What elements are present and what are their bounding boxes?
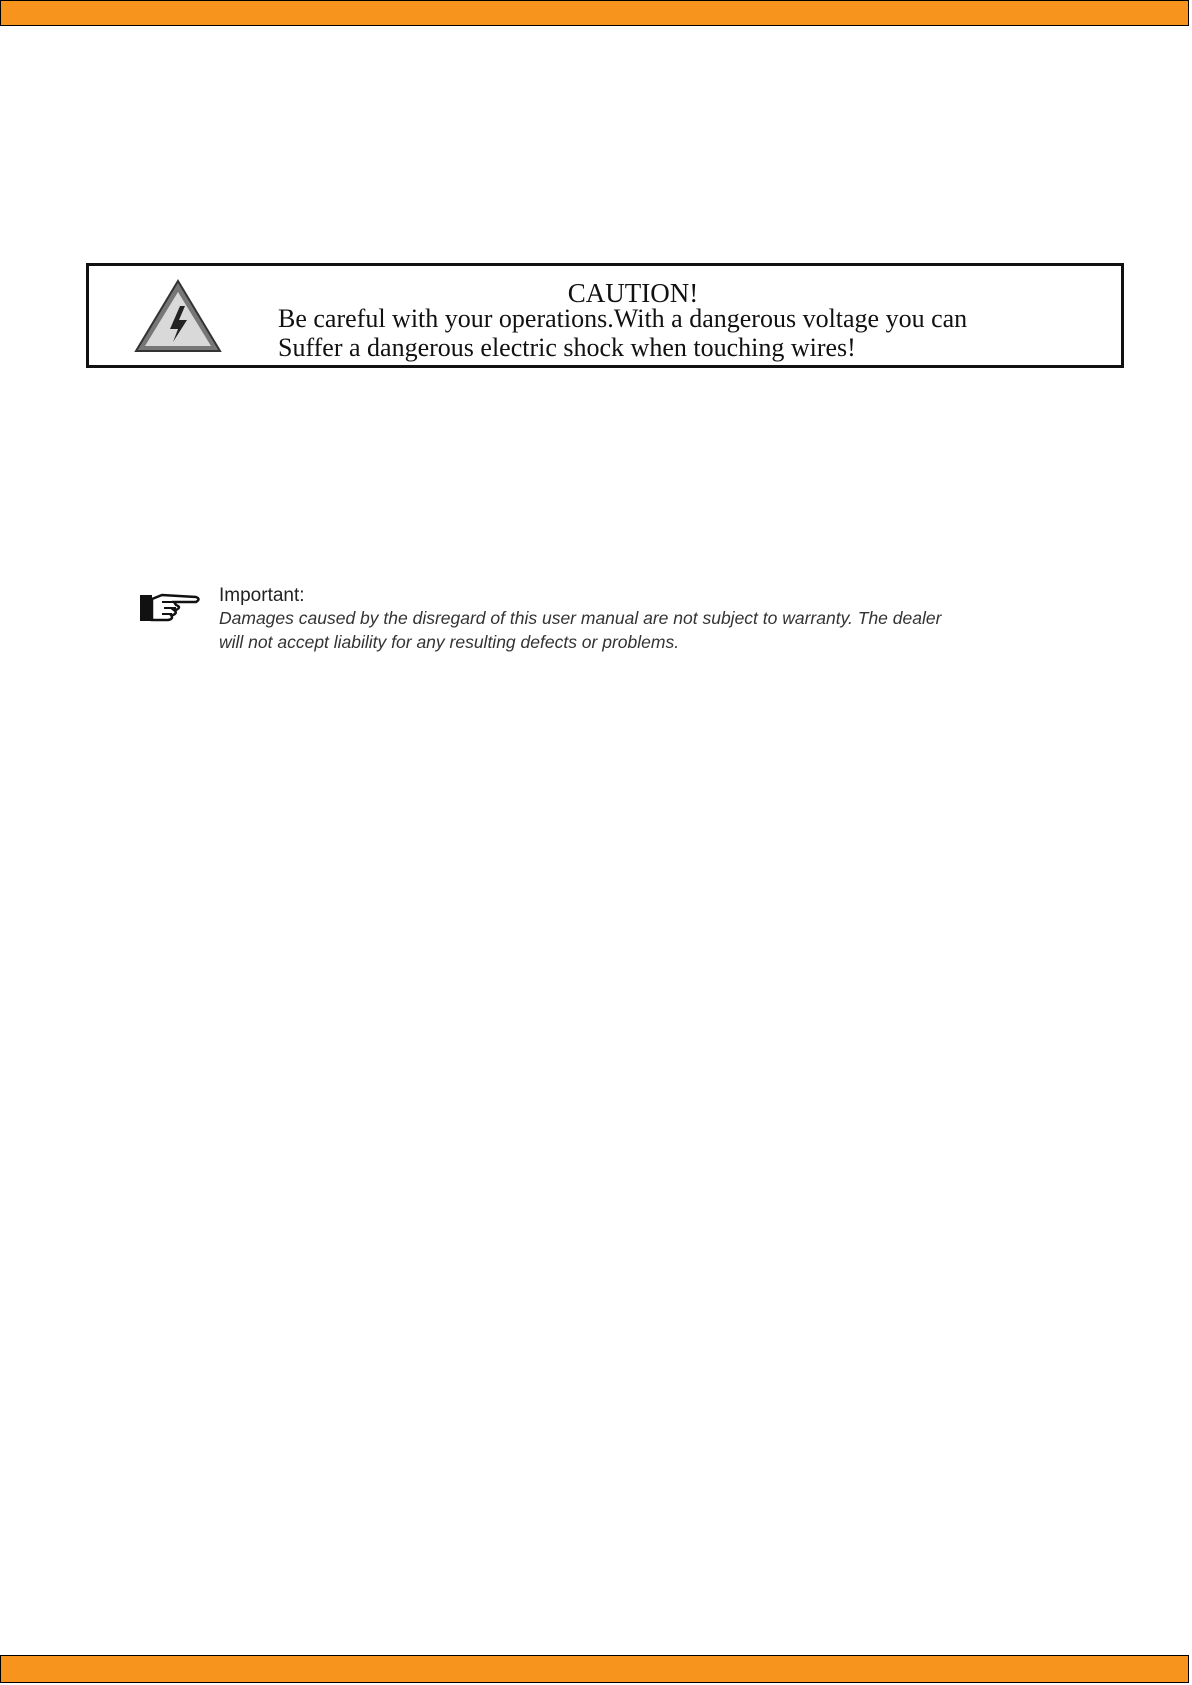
caution-box — [86, 263, 1124, 368]
important-text-line-2: will not accept liability for any resulting defects or problems. — [219, 632, 680, 652]
important-text — [219, 606, 1089, 654]
pointing-hand-icon — [138, 589, 202, 625]
important-label: Important: — [219, 585, 305, 606]
caution-text-line-2: Suffer a dangerous electric shock when touching wires! — [278, 333, 856, 362]
header-bar — [0, 0, 1189, 26]
footer-bar — [0, 1655, 1189, 1683]
caution-title: CAUTION! — [567, 278, 699, 308]
caution-text-line-1: Be careful with your operations.With a dangerous voltage you can — [278, 304, 968, 333]
high-voltage-warning-icon — [133, 278, 223, 354]
important-text-line-1: Damages caused by the disregard of this user manual are not subject to warranty. The dealer — [219, 608, 942, 628]
